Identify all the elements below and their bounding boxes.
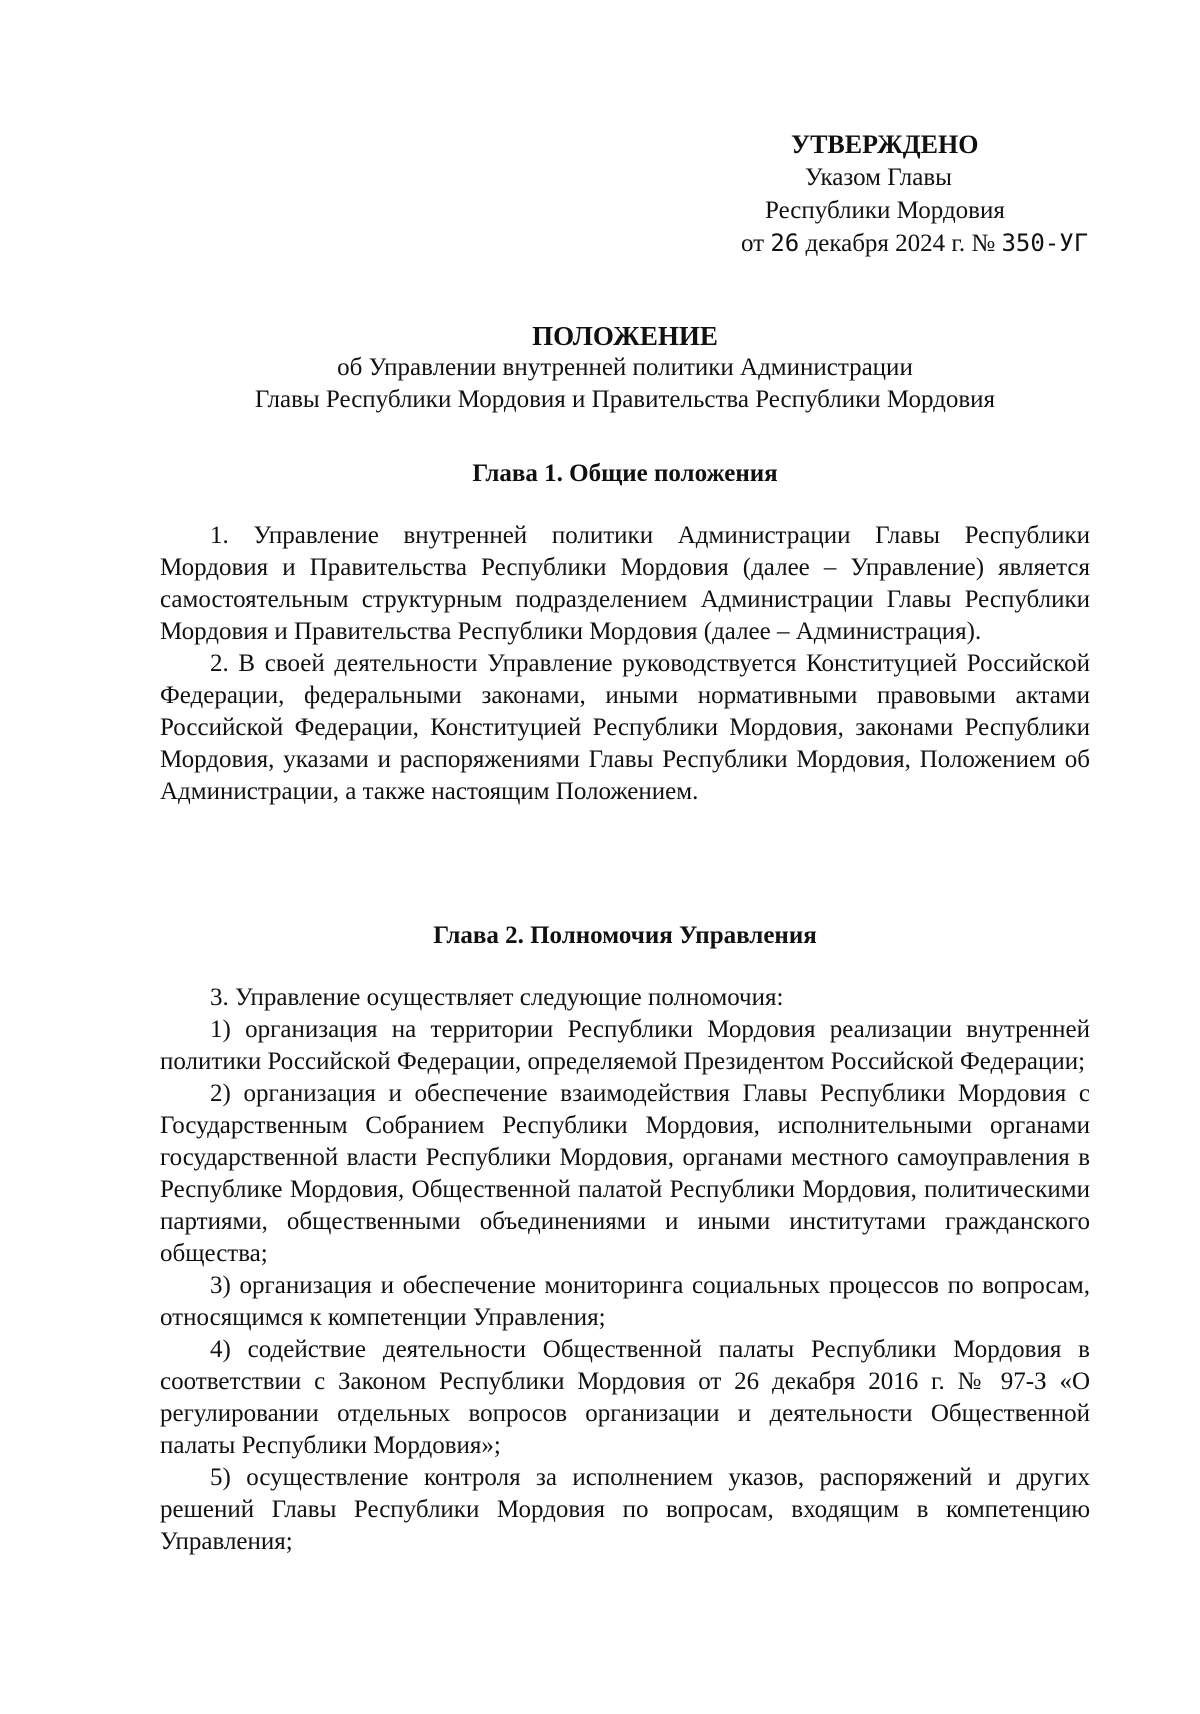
paragraph: 3. Управление осуществляет следующие полномочия: bbox=[210, 984, 784, 1011]
approval-line-date bbox=[741, 227, 1135, 260]
chapter-2-body bbox=[160, 982, 1090, 1558]
list-item: 2) организация и обеспечение взаимодействия Главы Республики Мордовия с Государственным Собранием Республики Мордовия, исполнительными органами государственной власти Республики Мордовия, органами местного самоуправления в Республике Мордовия, Общественной палатой Республики Мордовия, политическими партиями, общественными объединениями и иными институтами гражданского общества; bbox=[160, 1080, 1090, 1267]
approval-date-prefix: от bbox=[741, 230, 765, 257]
list-item: 4) содействие деятельности Общественной палаты Республики Мордовия в соответствии с Законом Республики Мордовия от 26 декабря 2016 г. № 97-З «О регулировании отдельных вопросов организации и деятельности Общественной палаты Республики Мордовия»; bbox=[160, 1336, 1090, 1459]
paragraph: 2. В своей деятельности Управление руководствуется Конституцией Российской Федерации, федеральными законами, иными нормативными правовыми актами Российской Федерации, Конституцией Республики Мордовия, законами Республики Мордовия, указами и распоряжениями Главы Республики Мордовия, Положением об Администрации, а также настоящим Положением. bbox=[160, 650, 1090, 805]
document-subtitle-line-2: Главы Республики Мордовия и Правительства Республики Мордовия bbox=[254, 386, 996, 413]
approval-date-day: 26 bbox=[770, 229, 800, 257]
approval-decree-number: 350-УГ bbox=[1001, 229, 1089, 257]
document-title: ПОЛОЖЕНИЕ bbox=[532, 321, 718, 351]
list-item: 1) организация на территории Республики Мордовия реализации внутренней политики Российской Федерации, определяемой Президентом Российской Федерации; bbox=[160, 1016, 1090, 1075]
approval-date-mid: декабря 2024 г. № bbox=[805, 230, 996, 257]
approval-line-republic: Республики Мордовия bbox=[765, 197, 1005, 224]
list-item: 3) организация и обеспечение мониторинга социальных процессов по вопросам, относящимся к компетенции Управления; bbox=[160, 1272, 1090, 1331]
chapter-2-heading: Глава 2. Полномочия Управления bbox=[433, 922, 817, 949]
approval-title: УТВЕРЖДЕНО bbox=[791, 130, 979, 159]
document-header bbox=[160, 320, 1090, 416]
chapter-1-body bbox=[160, 520, 1090, 808]
chapter-1-heading: Глава 1. Общие положения bbox=[472, 460, 778, 487]
approval-stamp bbox=[735, 128, 1135, 260]
paragraph: 1. Управление внутренней политики Администрации Главы Республики Мордовия и Правительства Республики Мордовия (далее – Управление) является самостоятельным структурным подразделением Администрации Главы Республики Мордовия и Правительства Республики Мордовия (далее – Администрация). bbox=[160, 522, 1090, 645]
list-item: 5) осуществление контроля за исполнением указов, распоряжений и других решений Главы Республики Мордовия по вопросам, входящим в компетенцию Управления; bbox=[160, 1464, 1090, 1555]
document-subtitle-line-1: об Управлении внутренней политики Администрации bbox=[337, 354, 913, 381]
approval-line-decree: Указом Главы bbox=[805, 164, 952, 191]
